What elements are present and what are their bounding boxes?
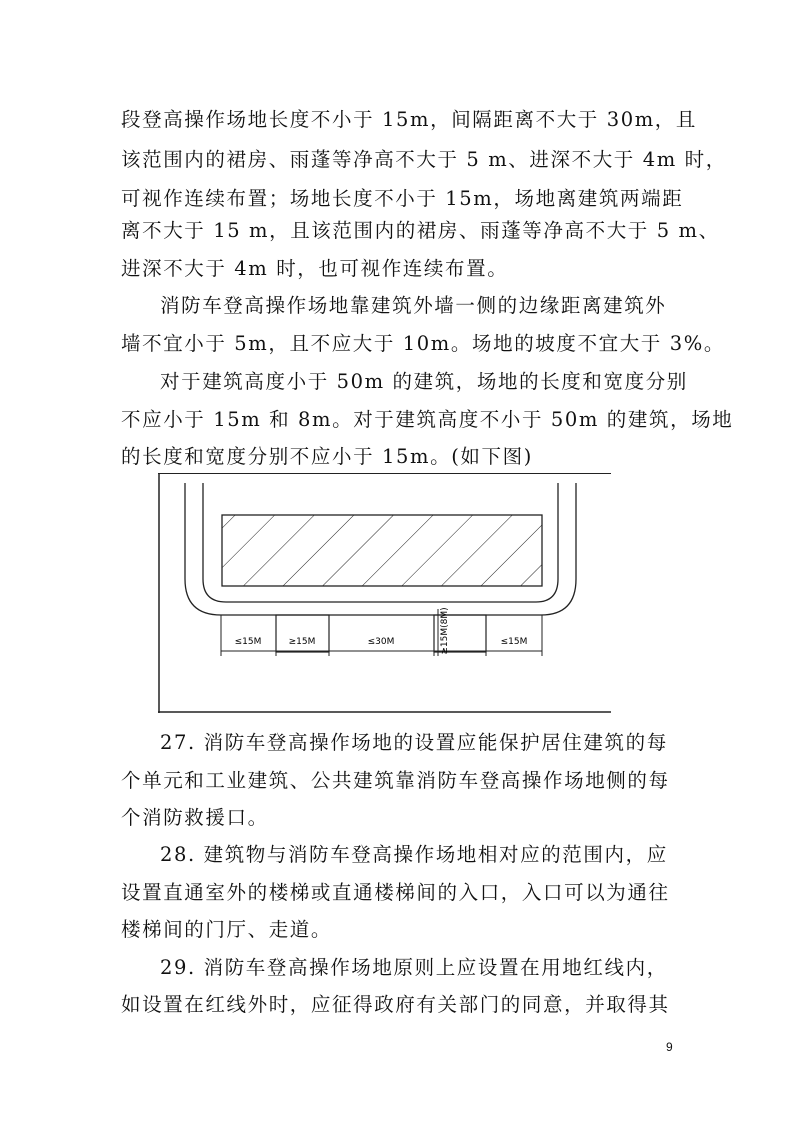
text-line: 楼梯间的门厅、走道。 <box>121 918 333 941</box>
dimension-label: ≤15M <box>500 637 528 647</box>
text-line: 设置直通室外的楼梯或直通楼梯间的入口，入口可以为通往 <box>121 881 670 904</box>
text-line: 的长度和宽度分别不应小于 15m。(如下图) <box>121 445 533 468</box>
text-line: 段登高操作场地长度不小于 15m，间隔距离不大于 30m，且 <box>121 108 698 131</box>
dimension-label: ≤15M <box>234 637 262 647</box>
vertical-dimension-label: ≥15M(8M) <box>440 607 450 655</box>
text-line: 该范围内的裙房、雨蓬等净高不大于 5 m、进深不大于 4m 时， <box>121 148 727 171</box>
text-line: 消防车登高操作场地靠建筑外墙一侧的边缘距离建筑外 <box>160 294 667 317</box>
dimension-label: ≥15M <box>288 637 316 647</box>
text-line: 个单元和工业建筑、公共建筑靠消防车登高操作场地侧的每 <box>121 769 670 792</box>
text-line: 进深不大于 4m 时，也可视作连续布置。 <box>121 257 509 280</box>
text-line: 如设置在红线外时，应征得政府有关部门的同意，并取得其 <box>121 993 670 1016</box>
dimension-label: ≤30M <box>367 637 395 647</box>
site-layout-figure <box>158 473 611 713</box>
text-line: 墙不宜小于 5m，且不应大于 10m。场地的坡度不宜大于 3%。 <box>121 332 725 355</box>
text-line: 27. 消防车登高操作场地的设置应能保护居住建筑的每 <box>160 731 668 754</box>
building-block <box>222 515 542 586</box>
text-line: 个消防救援口。 <box>121 806 269 829</box>
text-line: 29. 消防车登高操作场地原则上应设置在用地红线内， <box>160 956 668 979</box>
text-line: 不应小于 15m 和 8m。对于建筑高度不小于 50m 的建筑，场地 <box>121 408 734 431</box>
text-line: 可视作连续布置；场地长度不小于 15m，场地离建筑两端距 <box>121 187 684 210</box>
text-line: 28. 建筑物与消防车登高操作场地相对应的范围内，应 <box>160 843 668 866</box>
text-line: 对于建筑高度小于 50m 的建筑，场地的长度和宽度分别 <box>160 370 688 393</box>
site-layout-diagram <box>158 473 611 713</box>
page-number: 9 <box>666 1040 673 1054</box>
text-line: 离不大于 15 m，且该范围内的裙房、雨蓬等净高不大于 5 m、 <box>121 219 720 242</box>
